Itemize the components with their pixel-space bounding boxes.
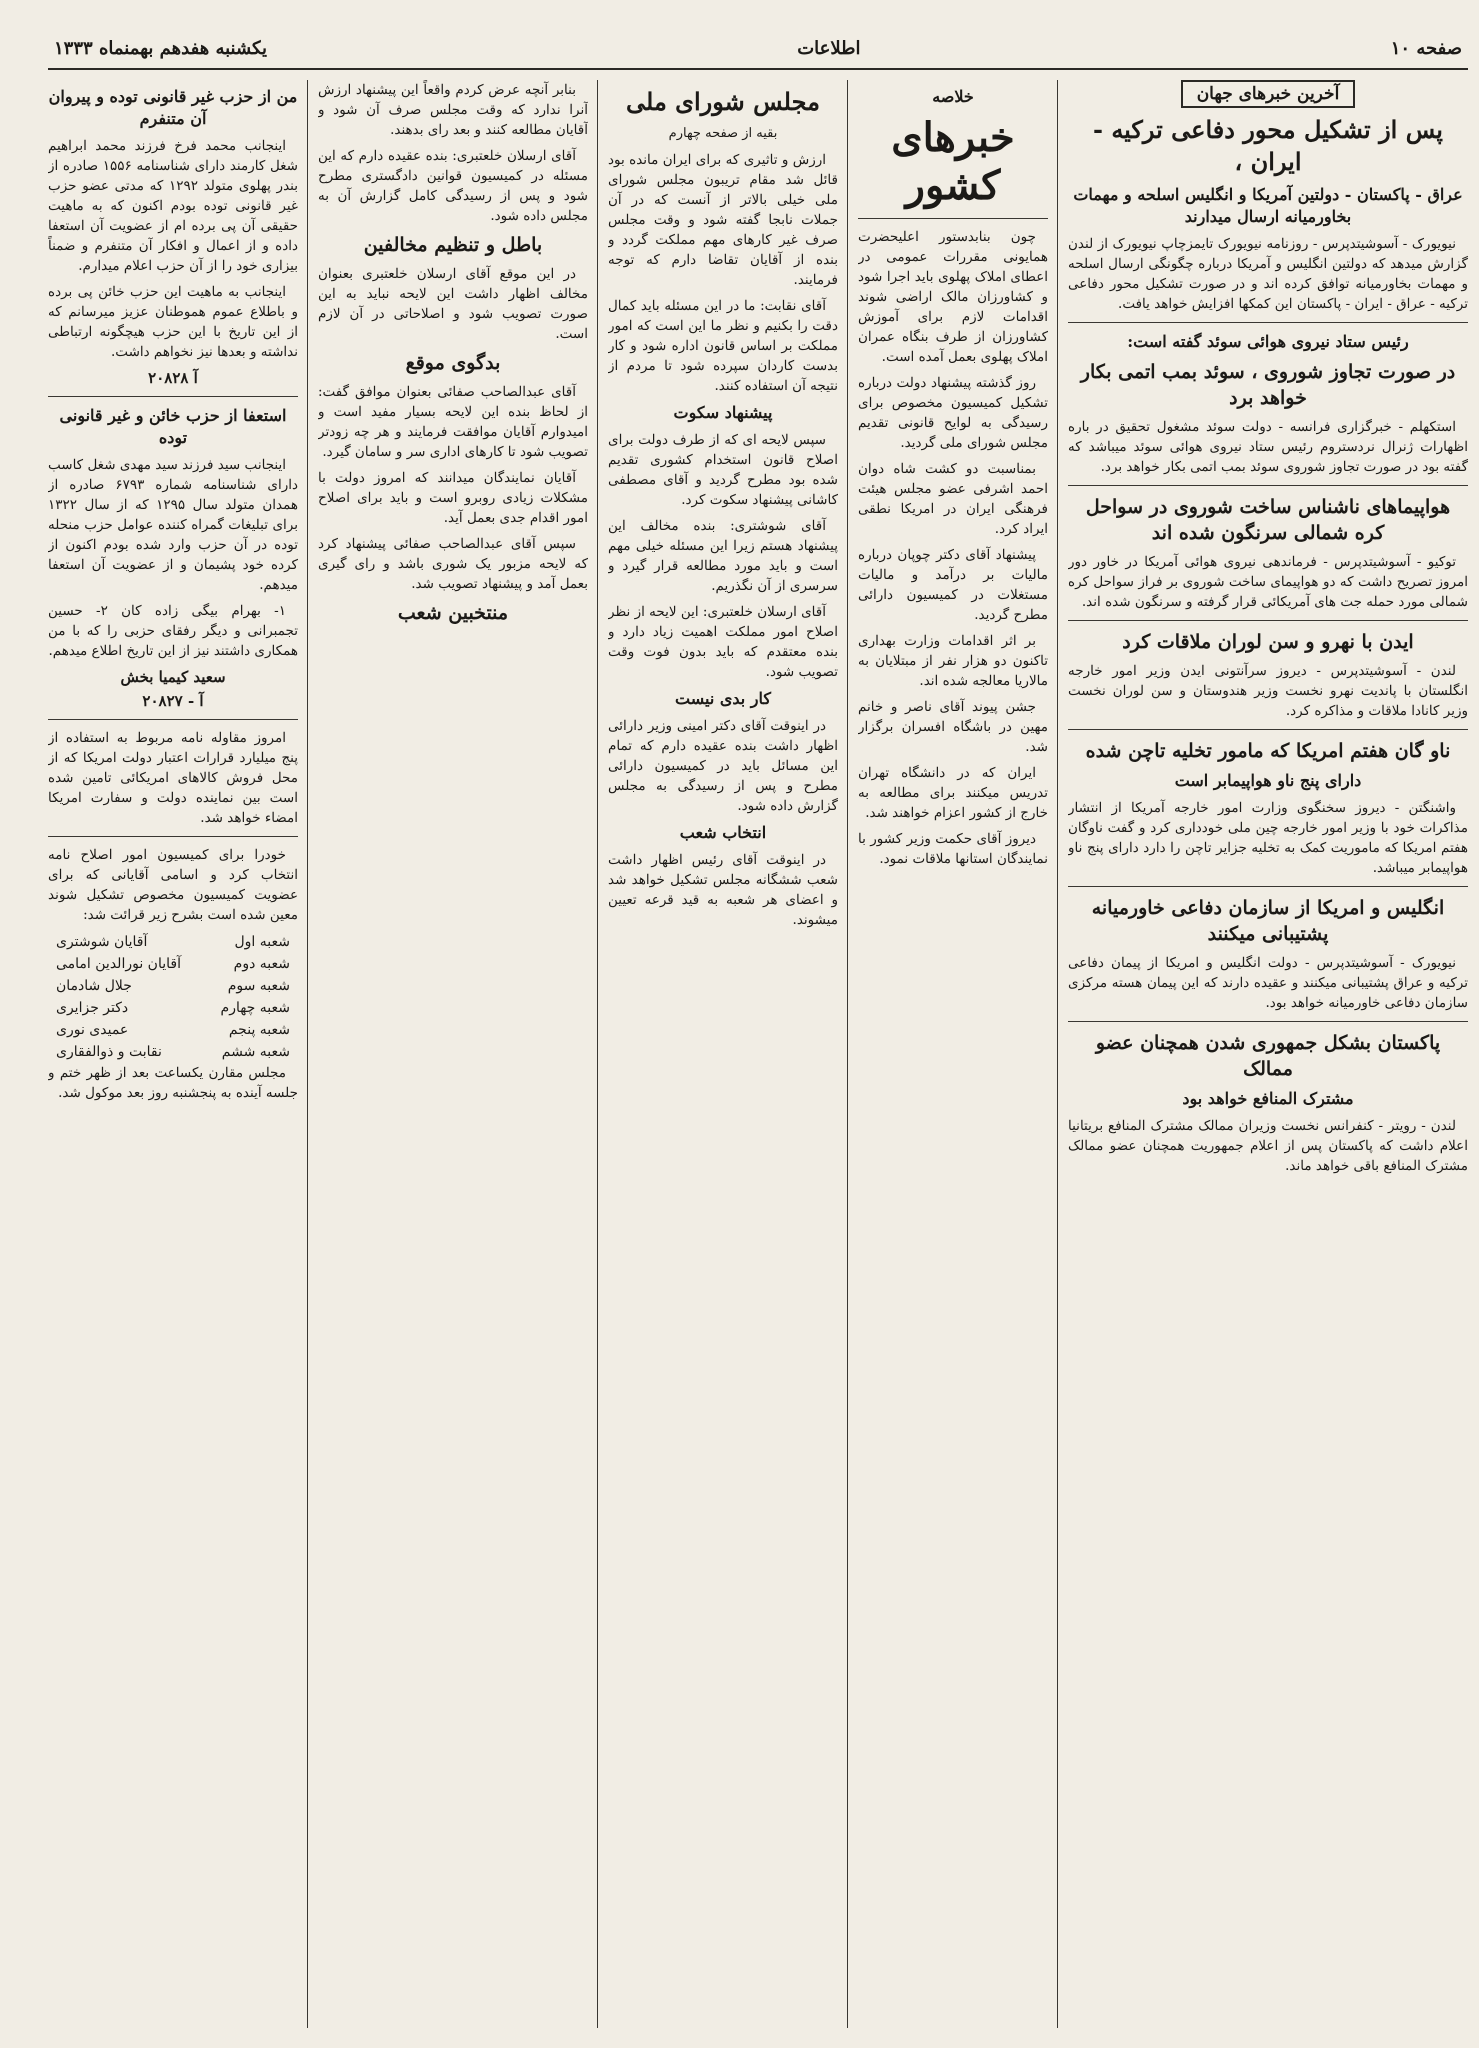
majlis-column-1 <box>608 80 838 2028</box>
majlis-column-2 <box>318 80 588 2028</box>
mideast-headline: انگلیس و امریکا از سازمان دفاعی خاورمیانه پشتیبانی میکنند <box>1091 897 1445 945</box>
newspaper-name: اطلاعات <box>797 37 861 59</box>
pakistan-headline: پاکستان بشکل جمهوری شدن همچنان عضو ممالک <box>1095 1032 1441 1080</box>
committee-branch: شعبه دوم <box>233 956 290 972</box>
committee-branch: شعبه اول <box>234 934 290 950</box>
lead-subheadline: عراق - پاکستان - دولتین آمریکا و انگلیس اسلحه و مهمات بخاورمیانه ارسال میدارند <box>1073 185 1463 226</box>
committee-row <box>48 1019 298 1041</box>
announcement-paragraph: اینجانب سید فرزند سید مهدی شغل کاسب دارای شناسنامه شماره ۶۷۹۳ صادره از همدان متولد سال ۱۲۹۵ که از سال ۱۳۲۲ برای تبلیغات گمراه کننده عوامل حزب منحله توده در آن حزب وارد شده بودم اکنون از کرده خود پشیمان و از عضویت آن استعفا میدهم. <box>48 457 298 593</box>
committee-members: آقایان شوشتری <box>56 934 148 950</box>
committee-branch: شعبه چهارم <box>220 1000 290 1016</box>
committee-row <box>48 1041 298 1063</box>
announcement-title: استعفا از حزب خائن و غیر قانونی توده <box>59 406 287 447</box>
committee-intro: خودرا برای کمیسیون امور اصلاح نامه انتخاب کرد و اسامی آقایانی که برای عضویت کمیسیون مخصوص تشکیل شوند معین شده است بشرح زیر قرائت شد: <box>48 847 298 923</box>
announcement-code: آ - ۲۰۸۲۷ <box>142 692 204 710</box>
mideast-article: نیویورک - آسوشیتدپرس - دولت انگلیس و امریکا از پیمان دفاعی ترکیه و عراق پشتیبانی میکنند و عقیده دارند که این پیمان هسته مرکزی سازمان دفاعی خاورمیانه خواهد بود. <box>1068 955 1468 1011</box>
announcement-signature: سعید کیمیا بخش <box>120 668 226 686</box>
column-rule <box>847 80 848 2028</box>
committee-branch: شعبه سوم <box>227 978 290 994</box>
newspaper-page <box>48 28 1468 2028</box>
fleet-article: واشنگتن - دیروز سخنگوی وزارت امور خارجه آمریکا از انتشار مذاکرات خود با وزیر امور خارجه چین ملی خودداری کرد و گفت ناوگان هفتم امریکا که ماموریت کمک به تخلیه جزایر تاچن را دارد دارای پنج ناو هواپیمابر میباشد. <box>1068 800 1468 876</box>
sweden-article: استکهلم - خبرگزاری فرانسه - دولت سوئد مشغول تحقیق در باره اظهارات ژنرال نردستروم رئیس ستاد نیروی هوائی سوئد میباشد که گفته بود در صورت تجاوز شوروی سوئد بمب اتمی بکار خواهد برد. <box>1068 419 1468 475</box>
closing-note: مجلس مقارن یکساعت بعد از ظهر ختم و جلسه آینده به پنجشنبه روز بعد موکول شد. <box>48 1065 298 1101</box>
announcements-column <box>48 80 298 2028</box>
pakistan-subheadline: مشترک المنافع خواهد بود <box>1182 1089 1354 1108</box>
column-rule <box>1057 80 1058 2028</box>
committee-members: عمیدی نوری <box>56 1022 129 1038</box>
announcement-title: من از حزب غیر قانونی توده و پیروان آن متنفرم <box>48 87 298 128</box>
announcement-paragraph: امروز مقاوله نامه مربوط به استفاده از پنج میلیارد قرارات اعتبار دولت امریکا که از محل فروش کالاهای امریکائی تامین شده است بین نماینده دولت و سفارت امریکا امضاء خواهد شد. <box>48 730 298 826</box>
page-number: صفحه ۱۰ <box>1390 37 1462 59</box>
committee-branch: شعبه پنجم <box>228 1022 290 1038</box>
world-news-column <box>1068 80 1468 2028</box>
committee-row <box>48 931 298 953</box>
majlis-paragraph: آقایان نمایندگان میدانند که امروز دولت با مشکلات زیادی روبرو است و باید برای اصلاح امور اقدام جدی بعمل آید. <box>318 470 588 526</box>
majlis-paragraph: آقای ارسلان خلعتبری: بنده عقیده دارم که این مسئله در کمیسیون قوانین دادگستری مطرح شود و پس از رسیدگی کامل گزارش آن به مجلس داده شود. <box>318 148 588 224</box>
domestic-item: دیروز آقای حکمت وزیر کشور با نمایندگان استانها ملاقات نمود. <box>858 831 1048 867</box>
committee-members: جلال شادمان <box>56 978 132 994</box>
masthead <box>48 28 1468 70</box>
domestic-title: خبرهای کشور <box>891 114 1015 209</box>
announcement-paragraph: ۱- بهرام بیگی زاده کان ۲- حسین تجمبرانی و دیگر رفقای حزبی را که با من همکاری داشتند نیز از این تاریخ اطلاع میدهم. <box>48 603 298 659</box>
majlis-subheading: باطل و تنظیم مخالفین <box>363 234 543 256</box>
lead-headline: پس از تشکیل محور دفاعی ترکیه - ایران ، <box>1093 115 1443 176</box>
majlis-paragraph: در اینوقت آقای دکتر امینی وزیر دارائی اظهار داشت بنده عقیده دارم که تمام این مسائل باید در کمیسیون دارائی مطرح و پس از رسیدگی به مجلس گزارش داده شود. <box>608 718 838 814</box>
majlis-subheading: بدگوی موقع <box>405 352 501 374</box>
eden-article: لندن - آسوشیتدپرس - دیروز سرآنتونی ایدن وزیر امور خارجه انگلستان با پاندیت نهرو نخست وزیر هندوستان و سن لوران نخست وزیر کانادا ملاقات و مذاکره کرد. <box>1068 663 1468 719</box>
majlis-subheading: انتخاب شعب <box>679 823 767 842</box>
majlis-paragraph: در اینوقت آقای رئیس اظهار داشت شعب ششگانه مجلس تشکیل خواهد شد و اعضای هر شعبه به قید قرعه تعیین میشوند. <box>608 852 838 928</box>
committee-row <box>48 975 298 997</box>
lead-article: نیویورک - آسوشیتدپرس - روزنامه نیویورک تایمزچاپ نیویورک از لندن گزارش میدهد که دولتین انگلیس و آمریکا درباره چگونگی ارسال اسلحه و مهمات بخاورمیانه توافق کرده اند و در صورت تشکیل محور دفاعی ترکیه - عراق - ایران - پاکستان این کمکها افزایش خواهد یافت. <box>1068 236 1468 312</box>
majlis-subheading: پیشنهاد سکوت <box>673 403 773 422</box>
domestic-item: پیشنهاد آقای دکتر چوپان درباره مالیات بر درآمد و مالیات مستغلات در کمیسیون دارائی مطرح گردید. <box>858 547 1048 623</box>
majlis-paragraph: سپس لایحه ای که از طرف دولت برای اصلاح قانون استخدام کشوری تقدیم شده بود مطرح گردید و آقای مصطفی کاشانی پیشنهاد سکوت کرد. <box>608 432 838 508</box>
announcement-code: آ ۲۰۸۲۸ <box>148 369 198 387</box>
majlis-paragraph: بنابر آنچه عرض کردم واقعاً این پیشنهاد ارزش آنرا ندارد که وقت مجلس صرف آن شود و آقایان مطالعه کنند و بعد رای بدهند. <box>318 82 588 138</box>
domestic-kicker: خلاصه <box>932 87 974 106</box>
planes-headline: هواپیماهای ناشناس ساخت شوروی در سواحل کره شمالی سرنگون شده اند <box>1085 496 1451 544</box>
sweden-headline: در صورت تجاوز شوروی ، سوئد بمب اتمی بکار خواهد برد <box>1080 361 1456 409</box>
majlis-paragraph: آقای شوشتری: بنده مخالف این پیشنهاد هستم زیرا این مسئله خیلی مهم است و باید مورد مطالعه قرار گیرد و سرسری از آن نگذریم. <box>608 518 838 594</box>
domestic-item: چون بنابدستور اعلیحضرت همایونی مقررات عمومی در اعطای املاک پهلوی باید اجرا شود و کشاورزان مالک اراضی شوند اقدامات لازم برای آموزش کشاورزان از طرف بنگاه عمران املاک پهلوی بعمل آمده است. <box>858 229 1048 365</box>
domestic-item: روز گذشته پیشنهاد دولت درباره تشکیل کمیسیون مخصوص برای رسیدگی به لوایح قانونی تقدیم مجلس شورای ملی گردید. <box>858 375 1048 451</box>
planes-article: توکیو - آسوشیتدپرس - فرماندهی نیروی هوائی آمریکا در خاور دور امروز تصریح داشت که دو هواپیمای ساخت شوروی بر فراز سواحل کره شمالی مورد حمله جت های آمریکائی قرار گرفته و سرنگون شده اند. <box>1068 554 1468 610</box>
pakistan-article: لندن - رویتر - کنفرانس نخست وزیران ممالک مشترک المنافع بریتانیا اعلام داشت که پاکستان پس از اعلام جمهوریت همچنان عضو ممالک مشترک المنافع باقی خواهد ماند. <box>1068 1118 1468 1174</box>
majlis-paragraph: آقای ارسلان خلعتبری: این لایحه از نظر اصلاح امور مملکت اهمیت زیاد دارد و بنده معتقدم که باید بدون فوت وقت تصویب شود. <box>608 604 838 680</box>
majlis-title: مجلس شورای ملی <box>626 87 820 116</box>
eden-headline: ایدن با نهرو و سن لوران ملاقات کرد <box>1122 631 1414 653</box>
sweden-kicker: رئیس ستاد نیروی هوائی سوئد گفته است: <box>1127 332 1409 351</box>
announcement-paragraph: اینجانب به ماهیت این حزب خائن پی برده و باطلاع عموم هموطنان عزیز میرسانم که از این تاریخ با این حزب هیچگونه ارتباطی نداشته و بعدها نیز نخواهم داشت. <box>48 284 298 360</box>
majlis-continued: بقیه از صفحه چهارم <box>668 126 778 141</box>
committee-row <box>48 997 298 1019</box>
domestic-news-column <box>858 80 1048 2028</box>
majlis-paragraph: آقای نقابت: ما در این مسئله باید کمال دقت را بکنیم و نظر ما این است که امور مملکت بر اساس قانون اداره شود و کار بدست کاردان سپرده شود تا مردم از نتیجه آن استفاده کنند. <box>608 298 838 394</box>
fleet-subheadline: دارای پنج ناو هواپیمابر است <box>1174 771 1362 790</box>
issue-date: یکشنبه هفدهم بهمنماه ۱۳۳۳ <box>54 37 267 59</box>
column-rule <box>307 80 308 2028</box>
majlis-subheading: منتخبین شعب <box>397 602 509 624</box>
committee-members: آقایان نورالدین امامی <box>56 956 181 972</box>
domestic-item: بر اثر اقدامات وزارت بهداری تاکنون دو هزار نفر از مبتلایان به مالاریا معالجه شده اند. <box>858 633 1048 689</box>
majlis-paragraph: آقای عبدالصاحب صفائی بعنوان موافق گفت: از لحاظ بنده این لایحه بسیار مفید است و امیدوارم آقایان موافقت فرمایند و هر چه زودتر تصویب شود تا کارهای اداری سر و سامان گیرد. <box>318 384 588 460</box>
committee-branch: شعبه ششم <box>221 1044 290 1060</box>
column-rule <box>597 80 598 2028</box>
committee-row <box>48 953 298 975</box>
section-label: آخرین خبرهای جهان <box>1181 80 1356 108</box>
domestic-item: بمناسبت دو کشت شاه دوان احمد اشرفی عضو مجلس هیئت فرهنگی ایران در امریکا نطقی ایراد کرد. <box>858 461 1048 537</box>
committee-members: نقابت و ذوالفقاری <box>56 1044 162 1060</box>
committee-members: دکتر جزایری <box>56 1000 129 1016</box>
majlis-paragraph: در این موقع آقای ارسلان خلعتبری بعنوان مخالف اظهار داشت این لایحه نباید به این صورت تصویب شود و اصلاحاتی در آن لازم است. <box>318 266 588 342</box>
majlis-paragraph: سپس آقای عبدالصاحب صفائی پیشنهاد کرد که لایحه مزبور یک شوری باشد و رای گیری بعمل آمد و پیشنهاد تصویب شد. <box>318 536 588 592</box>
domestic-item: جشن پیوند آقای ناصر و خانم مهین در باشگاه افسران برگزار شد. <box>858 699 1048 755</box>
majlis-paragraph: ارزش و تاثیری که برای ایران مانده بود قائل شد مقام تریبون مجلس شورای ملی خیلی بالاتر از آنست که در آن جملات نابجا گفته شود و وقت مجلس صرف غیر کارهای مهم مملکت گردد و بنده از آقایان تقاضا دارم که توجه فرمایند. <box>608 152 838 288</box>
majlis-subheading: کار بدی نیست <box>675 689 771 708</box>
announcement-paragraph: اینجانب محمد فرخ فرزند محمد ابراهیم شغل کارمند دارای شناسنامه ۱۵۵۶ صادره از بندر پهلوی متولد ۱۲۹۲ که مدتی عضو حزب غیر قانونی توده بودم اکنون که به ماهیت حقیقی آن پی برده ام از عضویت آن استعفا داده و از اعمال و افکار آن متنفرم و ضمناً بیزاری خود را از آن حزب اعلام میدارم. <box>48 138 298 274</box>
domestic-item: ایران که در دانشگاه تهران تدریس میکنند برای مطالعه به خارج از کشور اعزام خواهند شد. <box>858 765 1048 821</box>
fleet-headline: ناو گان هفتم امریکا که مامور تخلیه تاچن شده <box>1085 740 1451 762</box>
